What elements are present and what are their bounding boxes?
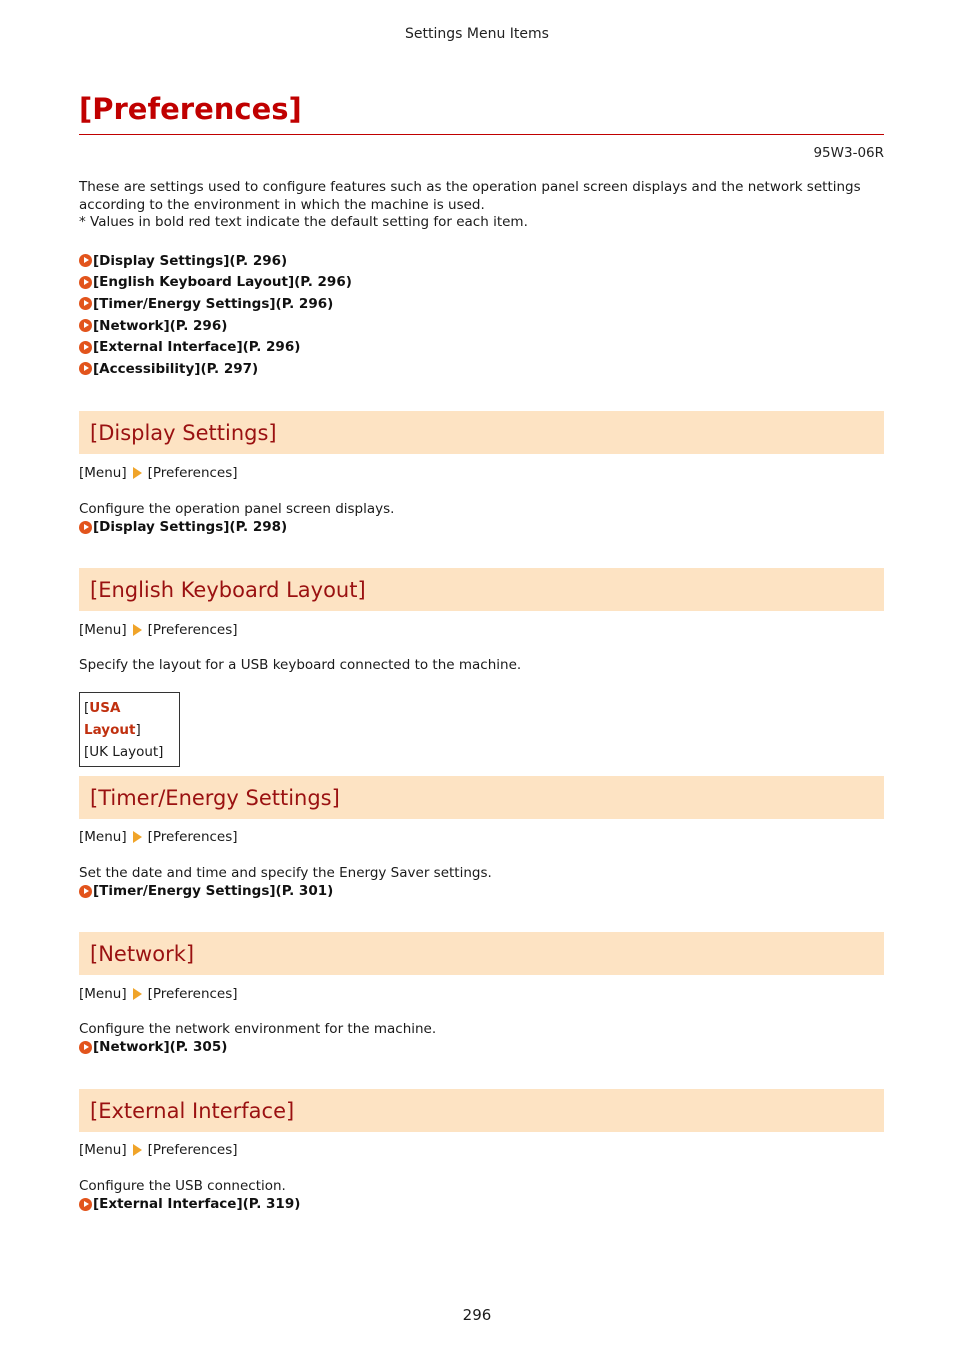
link-arrow-icon: [79, 276, 92, 289]
intro-paragraph: [79, 179, 884, 232]
intro-line-1: These are settings used to configure features such as the operation panel screen displays and the network settings: [79, 179, 861, 195]
path-arrow-icon: [133, 467, 142, 479]
section-description: [79, 865, 492, 903]
description-text: Configure the USB connection.: [79, 1178, 286, 1194]
menu-path: [79, 986, 238, 1002]
section-header-external-interface: [79, 1089, 884, 1132]
toc-item: [79, 272, 352, 294]
menu-path-menu: [Menu]: [79, 986, 127, 1002]
path-arrow-icon: [133, 988, 142, 1000]
section-header-timer-energy-settings: [79, 776, 884, 819]
toc-item: [79, 336, 352, 358]
toc-link-accessibility[interactable]: [79, 361, 258, 377]
option-usa-layout: [84, 697, 175, 741]
bracket-close: ]: [135, 722, 141, 738]
toc-link-label: [Display Settings](P. 296): [93, 252, 288, 269]
menu-path-menu: [Menu]: [79, 1142, 127, 1158]
menu-path: [79, 465, 238, 481]
link-arrow-icon: [79, 885, 92, 898]
bracket-open: [: [84, 700, 90, 716]
menu-path-menu: [Menu]: [79, 465, 127, 481]
document-id: 95W3-06R: [813, 145, 884, 161]
toc-link-external-interface[interactable]: [79, 339, 300, 355]
link-arrow-icon: [79, 319, 92, 332]
link-arrow-icon: [79, 362, 92, 375]
toc-link-english-keyboard-layout[interactable]: [79, 274, 352, 290]
options-box: [79, 692, 180, 767]
section-title: [Display Settings]: [90, 420, 277, 445]
link-display-settings-p298[interactable]: [79, 519, 287, 537]
section-title: [Timer/Energy Settings]: [90, 785, 340, 810]
menu-path-preferences: [Preferences]: [147, 622, 238, 638]
section-title: [English Keyboard Layout]: [90, 577, 366, 602]
toc-link-label: [Network](P. 296): [93, 317, 228, 334]
link-label: [Display Settings](P. 298): [93, 518, 288, 535]
section-header-network: [79, 932, 884, 975]
option-uk-layout: [UK Layout]: [84, 744, 164, 760]
menu-path-preferences: [Preferences]: [147, 986, 238, 1002]
path-arrow-icon: [133, 831, 142, 843]
menu-path-preferences: [Preferences]: [147, 465, 238, 481]
section-description: Specify the layout for a USB keyboard connected to the machine.: [79, 657, 522, 673]
menu-path-menu: [Menu]: [79, 622, 127, 638]
table-of-contents: [79, 250, 352, 380]
default-option-value: USA Layout: [84, 700, 136, 738]
path-arrow-icon: [133, 1144, 142, 1156]
page-number: 296: [462, 1306, 492, 1324]
toc-link-label: [Accessibility](P. 297): [93, 360, 259, 377]
toc-item: [79, 250, 352, 272]
page-title: [Preferences]: [79, 92, 302, 126]
section-description: [79, 1178, 300, 1216]
toc-link-label: [Timer/Energy Settings](P. 296): [93, 295, 334, 312]
link-arrow-icon: [79, 521, 92, 534]
toc-link-timer-energy-settings[interactable]: [79, 296, 333, 312]
menu-path-menu: [Menu]: [79, 829, 127, 845]
description-text: Set the date and time and specify the Energy Saver settings.: [79, 865, 492, 881]
section-header-display-settings: [79, 411, 884, 454]
link-arrow-icon: [79, 1041, 92, 1054]
path-arrow-icon: [133, 624, 142, 636]
section-title: [External Interface]: [90, 1098, 295, 1123]
toc-item: [79, 293, 352, 315]
link-timer-energy-settings-p301[interactable]: [79, 883, 333, 901]
intro-note: * Values in bold red text indicate the default setting for each item.: [79, 214, 528, 230]
toc-item: [79, 315, 352, 337]
toc-link-network[interactable]: [79, 318, 227, 334]
link-network-p305[interactable]: [79, 1039, 227, 1057]
description-text: Configure the operation panel screen displays.: [79, 501, 395, 517]
intro-line-2: according to the environment in which the machine is used.: [79, 196, 485, 213]
link-arrow-icon: [79, 254, 92, 267]
section-title: [Network]: [90, 941, 195, 966]
link-arrow-icon: [79, 341, 92, 354]
toc-item: [79, 358, 352, 380]
section-description: [79, 1021, 436, 1059]
menu-path: [79, 1142, 238, 1158]
description-text: Configure the network environment for the machine.: [79, 1021, 437, 1037]
title-divider: [79, 134, 884, 135]
section-description: [79, 501, 394, 539]
link-label: [External Interface](P. 319): [93, 1195, 301, 1212]
menu-path-preferences: [Preferences]: [147, 1142, 238, 1158]
section-header-english-keyboard-layout: [79, 568, 884, 611]
menu-path-preferences: [Preferences]: [147, 829, 238, 845]
link-external-interface-p319[interactable]: [79, 1196, 300, 1214]
link-label: [Timer/Energy Settings](P. 301): [93, 882, 334, 899]
link-label: [Network](P. 305): [93, 1038, 228, 1055]
link-arrow-icon: [79, 1198, 92, 1211]
toc-link-label: [English Keyboard Layout](P. 296): [93, 274, 352, 291]
link-arrow-icon: [79, 297, 92, 310]
running-header: Settings Menu Items: [405, 26, 549, 42]
toc-link-display-settings[interactable]: [79, 253, 287, 269]
menu-path: [79, 622, 238, 638]
toc-link-label: [External Interface](P. 296): [93, 339, 301, 356]
menu-path: [79, 829, 238, 845]
